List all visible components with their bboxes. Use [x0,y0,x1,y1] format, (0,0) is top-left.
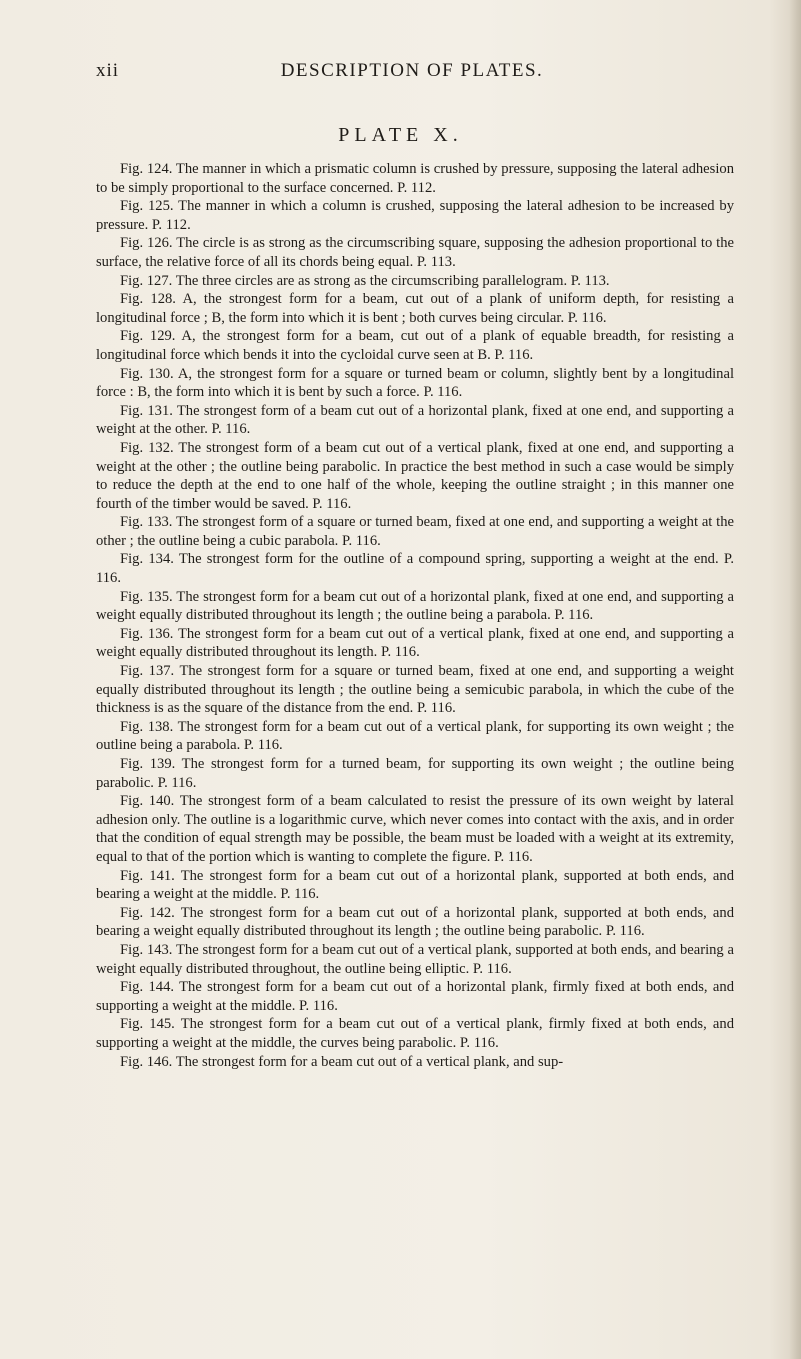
figure-entry-132: Fig. 132. The strongest form of a beam cut out of a vertical plank, fixed at one end, and supporting a weight at the other ; the outline being parabolic. In practice the best method in such a case would be simply to reduce the depth at the end to one half of the whole, keeping the outline straight ; in this manner one fourth of the timber would be saved. P. 116. [96,439,734,512]
figure-entry-135: Fig. 135. The strongest form for a beam cut out of a horizontal plank, fixed at one end, and supporting a weight equally distributed throughout its length ; the outline being a parabola. P. 116. [96,588,734,624]
figure-entry-139: Fig. 139. The strongest form for a turned beam, for supporting its own weight ; the outline being parabolic. P. 116. [96,756,734,791]
page-edge-shadow [789,0,801,1359]
figure-entry-134: Fig. 134. The strongest form for the outline of a compound spring, supporting a weight at the end. P. 116. [96,551,734,587]
figure-entry-137: Fig. 137. The strongest form for a square or turned beam, fixed at one end, and supporting a weight equally distributed throughout its length ; the outline being a semicubic parabola, in which the cube of the thickness is as the square of the distance from the end. P. 116. [96,663,734,717]
figure-entry-136: Fig. 136. The strongest form for a beam cut out of a vertical plank, fixed at one end, and supporting a weight equally distributed throughout its length. P. 116. [96,625,734,661]
figure-entry-146: Fig. 146. The strongest form for a beam cut out of a vertical plank, and sup- [120,1053,564,1070]
page-header [96,60,728,82]
plate-title: PLATE X. [338,124,463,146]
page-number: xii [96,60,120,81]
plate-description-list [96,160,734,1071]
figure-entry-124: Fig. 124. The manner in which a prismatic column is crushed by pressure, supposing the lateral adhesion to be simply proportional to the surface concerned. P. 112. [96,161,734,196]
figure-entry-129: Fig. 129. A, the strongest form for a beam, cut out of a plank of equable breadth, for resisting a longitudinal force which bends it into the cycloidal curve seen at B. P. 116. [96,328,734,363]
figure-entry-138: Fig. 138. The strongest form for a beam cut out of a vertical plank, for supporting its own weight ; the outline being a parabola. P. 116. [96,718,734,754]
figure-entry-126: Fig. 126. The circle is as strong as the circumscribing square, supposing the adhesion proportional to the surface, the relative force of all its chords being equal. P. 113. [96,235,734,270]
figure-entry-144: Fig. 144. The strongest form for a beam cut out of a horizontal plank, firmly fixed at both ends, and supporting a weight at the middle. P. 116. [96,979,734,1014]
figure-entry-127: Fig. 127. The three circles are as strong as the circumscribing parallelogram. P. 113. [120,272,610,289]
figure-entry-141: Fig. 141. The strongest form for a beam cut out of a horizontal plank, supported at both ends, and bearing a weight at the middle. P. 116. [96,867,734,903]
figure-entry-125: Fig. 125. The manner in which a column is crushed, supposing the lateral adhesion to be increased by pressure. P. 112. [96,198,734,233]
figure-entry-143: Fig. 143. The strongest form for a beam cut out of a vertical plank, supported at both ends, and bearing a weight equally distributed throughout, the outline being elliptic. P. 116. [96,941,734,977]
figure-entry-145: Fig. 145. The strongest form for a beam cut out of a vertical plank, firmly fixed at both ends, and supporting a weight at the middle, the curves being parabolic. P. 116. [96,1016,734,1051]
figure-entry-133: Fig. 133. The strongest form of a square or turned beam, fixed at one end, and supporting a weight at the other ; the outline being a cubic parabola. P. 116. [96,514,734,549]
figure-entry-140: Fig. 140. The strongest form of a beam calculated to resist the pressure of its own weight by lateral adhesion only. The outline is a logarithmic curve, which never comes into contact with the axis, and in order that the condition of equal strength may be possible, the beam must be loaded with a weight at its extremity, equal to that of the portion which is wanting to complete the figure. P. 116. [96,793,734,865]
figure-entry-142: Fig. 142. The strongest form for a beam cut out of a horizontal plank, supported at both ends, and bearing a weight equally distributed throughout its length ; the outline being parabolic. P. 116. [96,904,734,940]
figure-entry-130: Fig. 130. A, the strongest form for a square or turned beam or column, slightly bent by a longitudinal force : B, the form into which it is bent by such a force. P. 116. [96,365,734,401]
running-title: DESCRIPTION OF PLATES. [280,60,544,81]
figure-entry-131: Fig. 131. The strongest form of a beam cut out of a horizontal plank, fixed at one end, and supporting a weight at the other. P. 116. [96,402,734,438]
figure-entry-128: Fig. 128. A, the strongest form for a beam, cut out of a plank of uniform depth, for resisting a longitudinal force ; B, the form into which it is bent ; both curves being circular. P. 116. [96,291,734,326]
